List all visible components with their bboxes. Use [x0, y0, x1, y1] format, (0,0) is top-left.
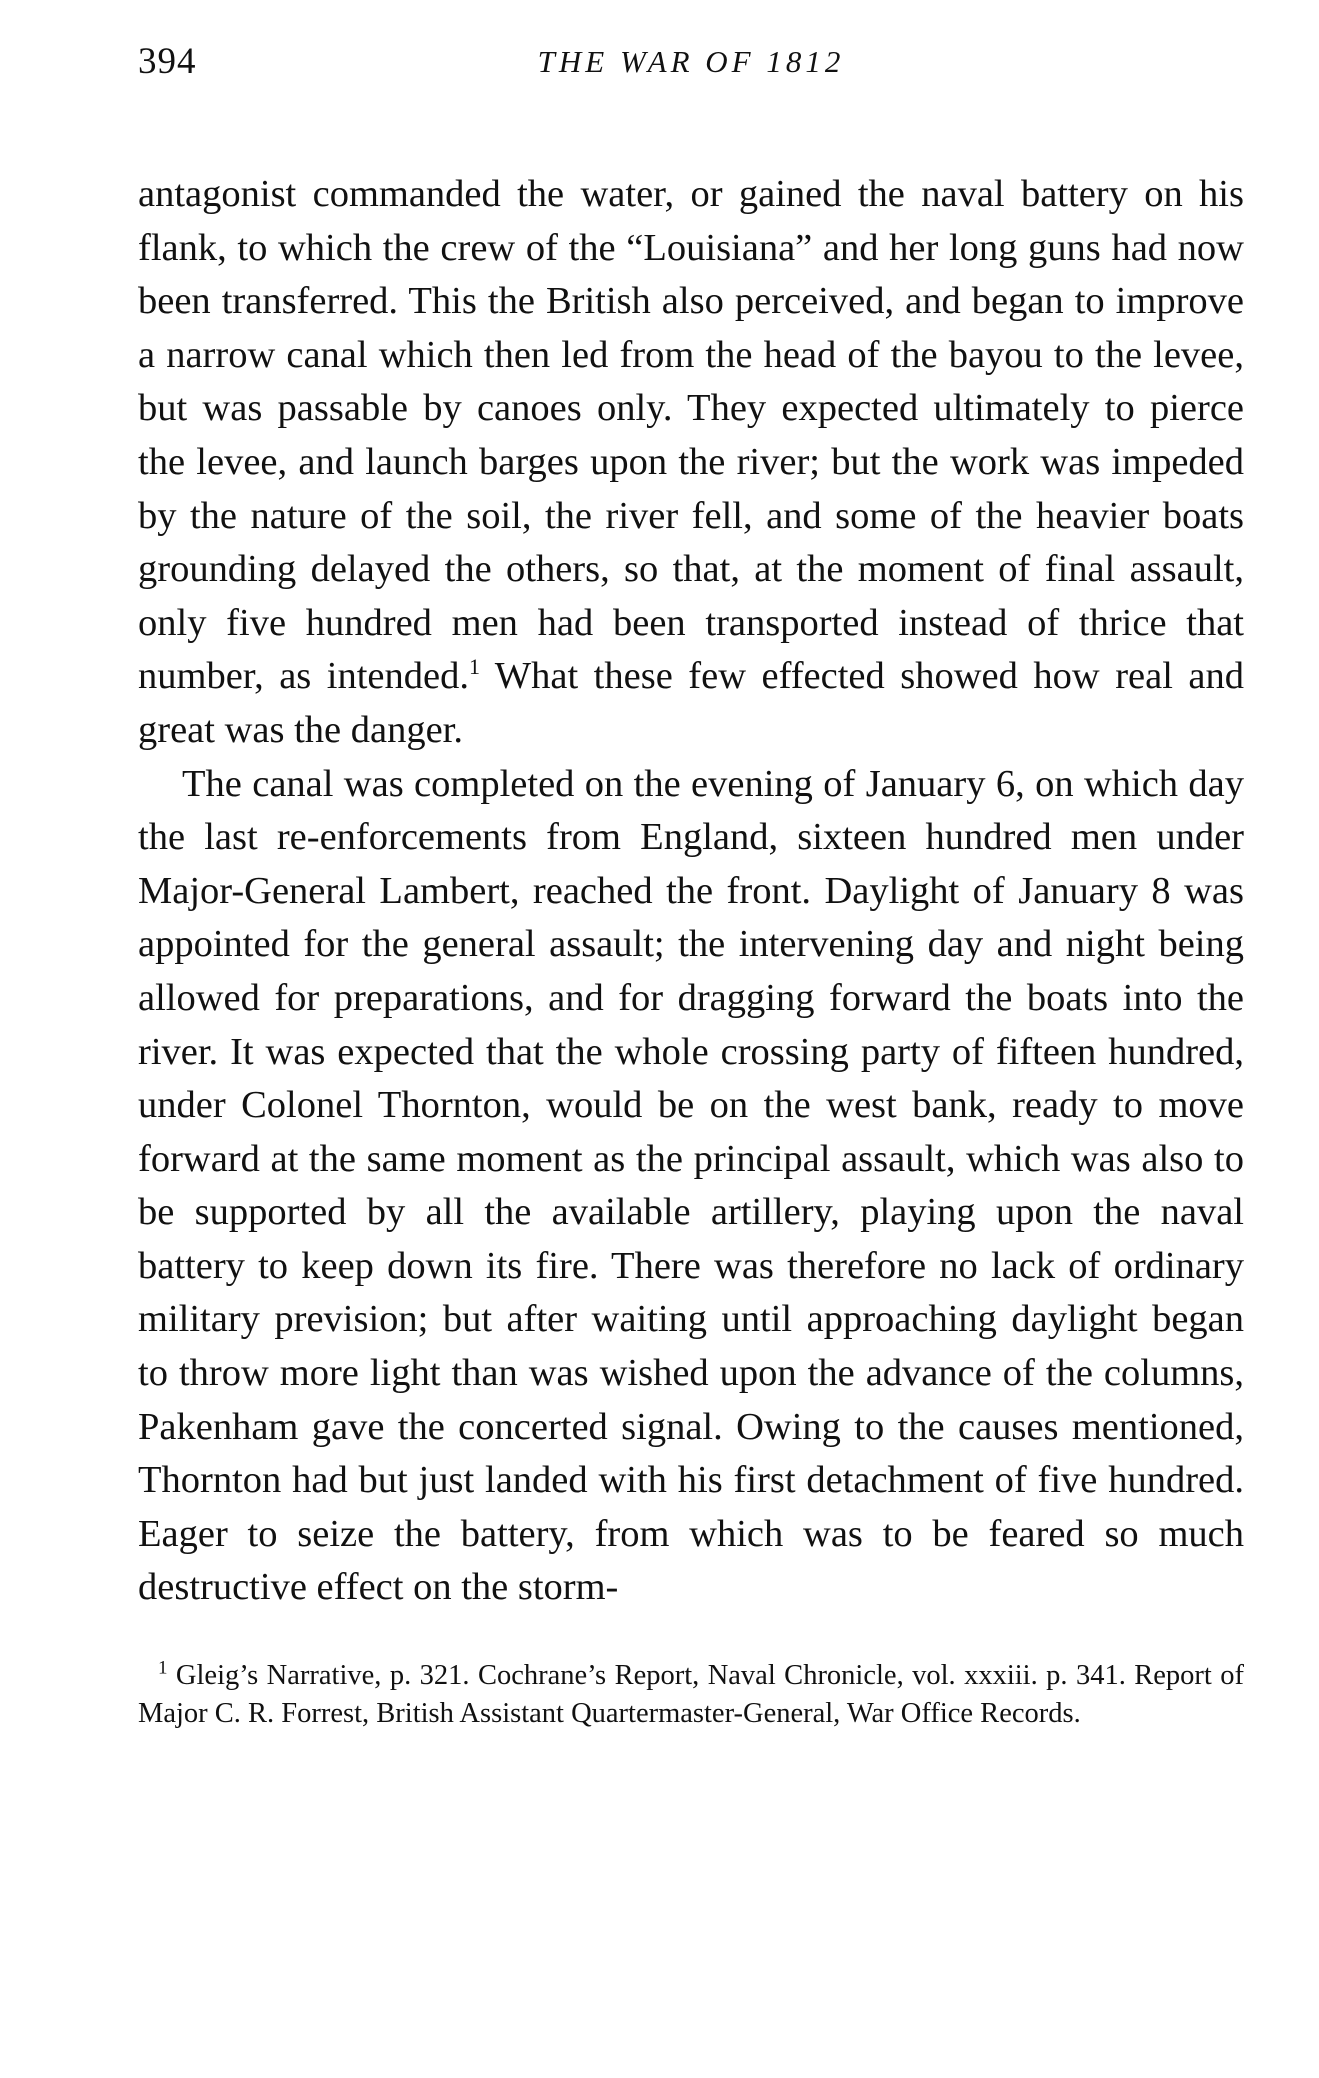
page-number: 394	[138, 41, 197, 82]
footnote-reference: 1	[468, 654, 480, 680]
book-page	[138, 40, 1244, 1732]
paragraph-text: The canal was completed on the evening of January 6, on which day the last re-enforcements from England, sixteen hundred men under Major-General Lambert, reached the front. Daylight of January 8 was appointed for the general assault; the intervening day and night being allowed for preparations, and for dragging forward the boats into the river. It was expected that the whole crossing party of fifteen hundred, under Colonel Thornton, would be on the west bank, ready to move forward at the same moment as the principal assault, which was also to be supported by all the available artillery, playing upon the naval battery to keep down its fire. There was therefore no lack of ordinary military prevision; but after waiting until approaching daylight began to throw more light than was wished upon the advance of the columns, Pakenham gave the concerted signal. Owing to the causes mentioned, Thornton had but just landed with his first detachment of five hundred. Eager to seize the battery, from which was to be feared so much destructive effect on the storm-	[138, 762, 1244, 1609]
paragraph-text: antagonist commanded the water, or gained the naval battery on his flank, to which the crew of the “Louisiana” and her long guns had now been transferred. This the British also perceived, and began to improve a narrow canal which then led from the head of the bayou to the levee, but was passable by canoes only. They expected ultimately to pierce the levee, and launch barges upon the river; but the work was impeded by the nature of the soil, the river fell, and some of the heavier boats grounding delayed the others, so that, at the moment of final assault, only five hundred men had been transported instead of thrice that number, as intended.	[138, 173, 1244, 698]
paragraph	[138, 758, 1244, 1616]
footnote	[138, 1657, 1244, 1732]
running-title: THE WAR OF 1812	[537, 44, 845, 79]
footnote-marker: 1	[158, 1657, 168, 1679]
body-text	[138, 168, 1244, 1615]
paragraph-text-tail: What these few effected showed how real and great was the danger.	[138, 655, 1244, 751]
paragraph	[138, 168, 1244, 758]
page-header	[138, 40, 1244, 92]
footnote-text: Gleig’s Narrative, p. 321. Cochrane’s Report, Naval Chronicle, vol. xxxiii. p. 341. Report of Major C. R. Forrest, British Assistant Quartermaster-General, War Office Records.	[138, 1660, 1244, 1729]
